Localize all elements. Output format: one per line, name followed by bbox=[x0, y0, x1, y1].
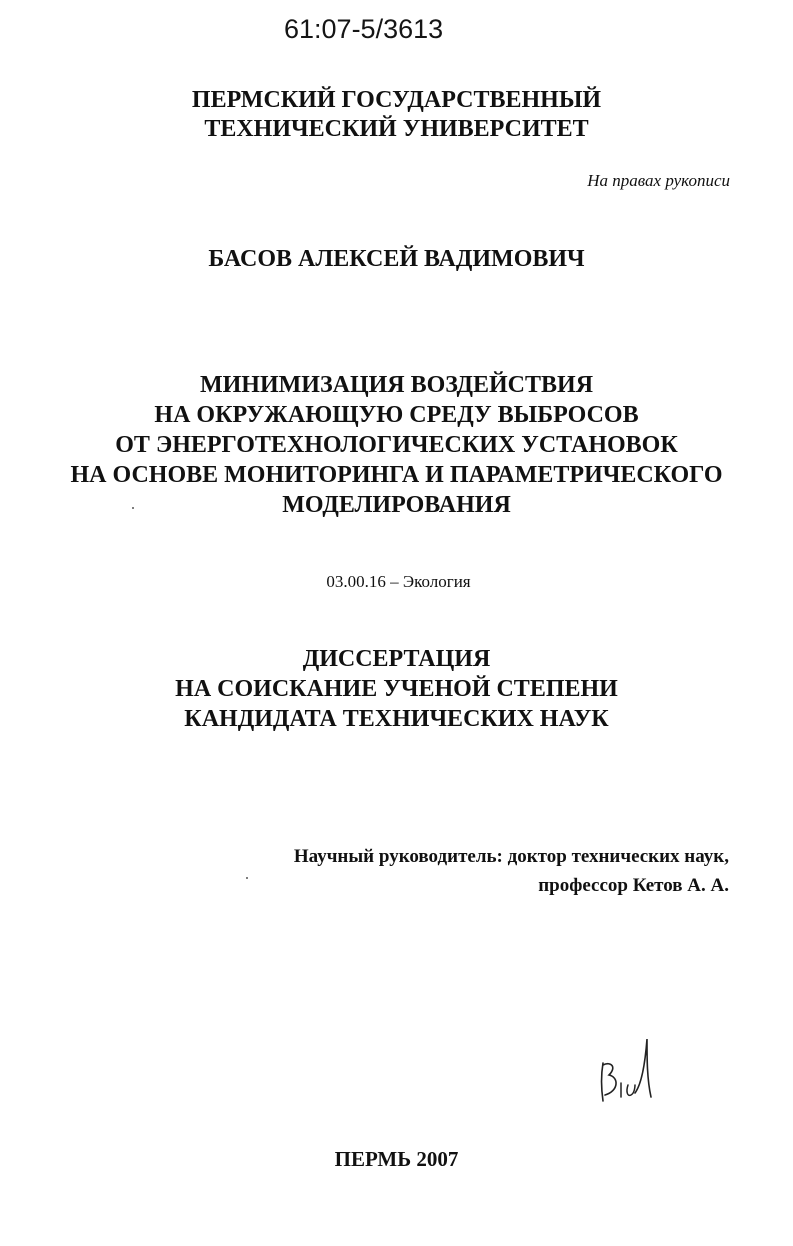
title-line-5: МОДЕЛИРОВАНИЯ bbox=[282, 492, 511, 518]
scan-speck bbox=[132, 507, 134, 509]
manuscript-rights-note: На правах рукописи bbox=[587, 171, 730, 190]
university-line-2: ТЕХНИЧЕСКИЙ УНИВЕРСИТЕТ bbox=[204, 116, 589, 142]
supervisor-line-2: профессор Кетов А. А. bbox=[538, 875, 729, 896]
degree-line-2: НА СОИСКАНИЕ УЧЕНОЙ СТЕПЕНИ bbox=[175, 676, 618, 702]
archive-stamp-code: 61:07-5/3613 bbox=[284, 14, 444, 44]
university-line-1: ПЕРМСКИЙ ГОСУДАРСТВЕННЫЙ bbox=[191, 87, 602, 113]
university-name bbox=[0, 86, 793, 144]
scientific-supervisor bbox=[294, 842, 729, 900]
signature-stroke-l bbox=[635, 1039, 651, 1097]
supervisor-line-1: Научный руководитель: доктор технических наук, bbox=[293, 846, 729, 867]
degree-line-3: КАНДИДАТА ТЕХНИЧЕСКИХ НАУК bbox=[184, 706, 609, 732]
title-line-2: НА ОКРУЖАЮЩУЮ СРЕДУ ВЫБРОСОВ bbox=[154, 402, 639, 428]
title-line-3: ОТ ЭНЕРГОТЕХНОЛОГИЧЕСКИХ УСТАНОВОК bbox=[115, 432, 678, 458]
signature-stroke-b bbox=[602, 1063, 617, 1101]
signature-stroke-i bbox=[621, 1083, 635, 1097]
scan-speck bbox=[246, 877, 248, 879]
title-line-4: НА ОСНОВЕ МОНИТОРИНГА И ПАРАМЕТРИЧЕСКОГО bbox=[70, 462, 723, 488]
handwritten-signature bbox=[595, 1035, 665, 1105]
dissertation-title bbox=[0, 370, 793, 520]
title-line-1: МИНИМИЗАЦИЯ ВОЗДЕЙСТВИЯ bbox=[199, 372, 594, 398]
degree-statement bbox=[0, 644, 793, 734]
specialty-code: 03.00.16 – Экология bbox=[326, 572, 471, 591]
city-and-year: ПЕРМЬ 2007 bbox=[334, 1147, 459, 1171]
author-name: БАСОВ АЛЕКСЕЙ ВАДИМОВИЧ bbox=[208, 246, 585, 272]
degree-line-1: ДИССЕРТАЦИЯ bbox=[302, 646, 491, 672]
